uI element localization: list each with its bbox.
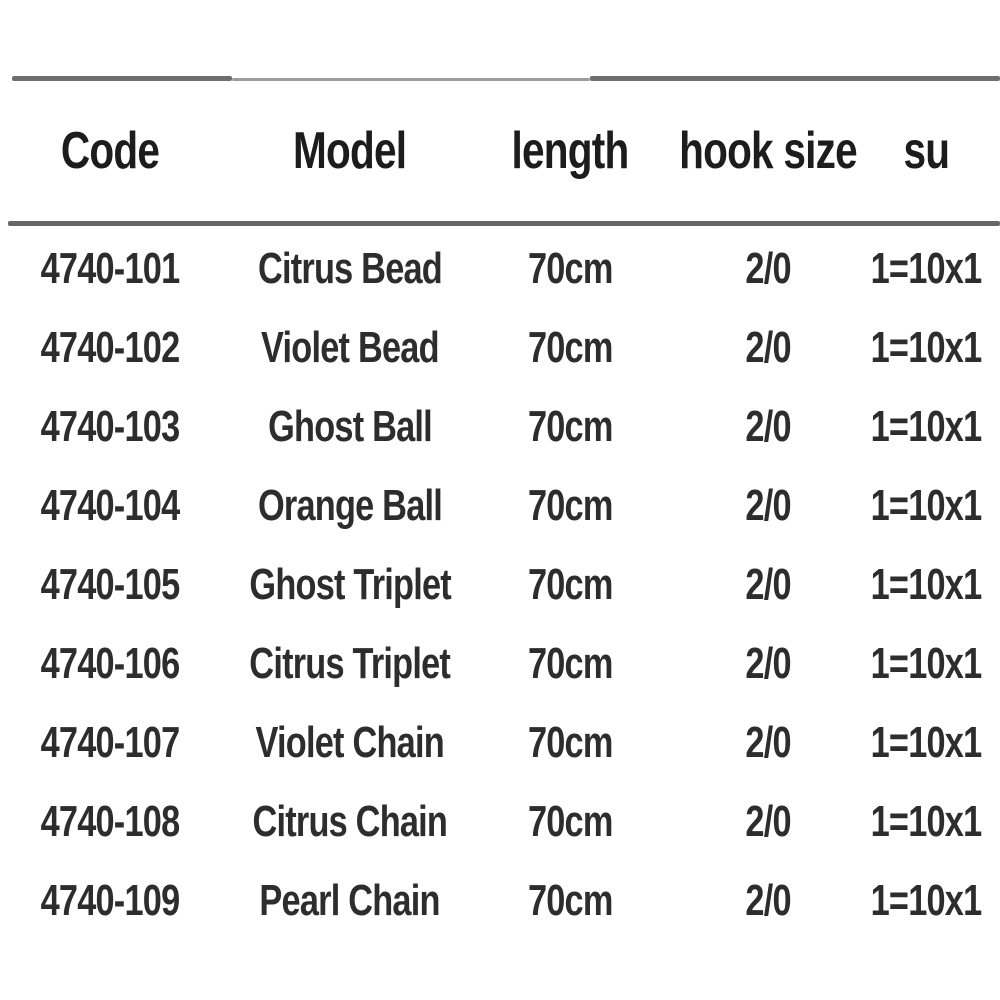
code-cell	[0, 703, 220, 782]
length-cell	[480, 466, 660, 545]
length-value: 70cm	[527, 717, 613, 767]
model-cell	[220, 308, 480, 387]
su-value: 1=10x1	[870, 243, 982, 293]
hook-size-cell	[660, 466, 876, 545]
table-row	[0, 782, 982, 861]
length-value: 70cm	[527, 875, 613, 925]
model-value: Ghost Triplet	[249, 559, 451, 609]
table-row	[0, 229, 982, 308]
length-cell	[480, 229, 660, 308]
hook-size-value: 2/0	[745, 717, 791, 767]
hook-size-cell	[660, 308, 876, 387]
model-cell	[220, 624, 480, 703]
code-value: 4740-109	[40, 875, 180, 925]
table-row	[0, 861, 982, 940]
hook-size-cell	[660, 387, 876, 466]
column-header-length	[480, 81, 660, 221]
code-value: 4740-108	[40, 796, 180, 846]
column-header-code-label: Code	[60, 122, 160, 180]
length-value: 70cm	[527, 480, 613, 530]
code-value: 4740-102	[40, 322, 180, 372]
table-row	[0, 466, 982, 545]
code-cell	[0, 624, 220, 703]
code-cell	[0, 782, 220, 861]
model-cell	[220, 466, 480, 545]
hook-size-value: 2/0	[745, 638, 791, 688]
model-cell	[220, 229, 480, 308]
hook-size-cell	[660, 229, 876, 308]
model-value: Pearl Chain	[259, 875, 441, 925]
code-cell	[0, 861, 220, 940]
code-cell	[0, 229, 220, 308]
hook-size-value: 2/0	[745, 796, 791, 846]
code-cell	[0, 308, 220, 387]
code-value: 4740-103	[40, 401, 180, 451]
su-cell	[870, 703, 982, 782]
model-cell	[220, 545, 480, 624]
model-cell	[220, 387, 480, 466]
su-cell	[870, 545, 982, 624]
table-row	[0, 703, 982, 782]
su-value: 1=10x1	[870, 638, 982, 688]
model-value: Orange Ball	[257, 480, 443, 530]
su-value: 1=10x1	[870, 559, 982, 609]
su-cell	[870, 387, 982, 466]
su-value: 1=10x1	[870, 796, 982, 846]
hook-size-cell	[660, 703, 876, 782]
su-value: 1=10x1	[870, 322, 982, 372]
length-cell	[480, 545, 660, 624]
su-cell	[870, 229, 982, 308]
hook-size-value: 2/0	[745, 401, 791, 451]
column-header-hook-size	[660, 81, 876, 221]
hook-size-value: 2/0	[745, 243, 791, 293]
model-cell	[220, 782, 480, 861]
code-value: 4740-101	[40, 243, 180, 293]
column-header-code	[0, 81, 220, 221]
length-value: 70cm	[527, 401, 613, 451]
code-value: 4740-104	[40, 480, 180, 530]
length-cell	[480, 387, 660, 466]
model-value: Violet Bead	[261, 322, 439, 372]
su-cell	[870, 861, 982, 940]
length-cell	[480, 703, 660, 782]
model-cell	[220, 861, 480, 940]
model-value: Citrus Triplet	[249, 638, 451, 688]
length-cell	[480, 861, 660, 940]
length-value: 70cm	[527, 243, 613, 293]
code-value: 4740-105	[40, 559, 180, 609]
column-header-hook-size-label: hook size	[679, 122, 857, 180]
code-cell	[0, 466, 220, 545]
code-cell	[0, 387, 220, 466]
column-header-model	[220, 81, 480, 221]
hook-size-cell	[660, 861, 876, 940]
table-body	[0, 229, 982, 940]
header-separator-rule	[8, 221, 1000, 226]
su-cell	[870, 624, 982, 703]
su-value: 1=10x1	[870, 875, 982, 925]
hook-size-value: 2/0	[745, 480, 791, 530]
su-value: 1=10x1	[870, 717, 982, 767]
column-header-length-label: length	[511, 122, 629, 180]
code-value: 4740-107	[40, 717, 180, 767]
model-value: Citrus Bead	[257, 243, 443, 293]
length-value: 70cm	[527, 559, 613, 609]
model-value: Violet Chain	[255, 717, 445, 767]
hook-size-cell	[660, 545, 876, 624]
su-value: 1=10x1	[870, 401, 982, 451]
length-value: 70cm	[527, 322, 613, 372]
model-cell	[220, 703, 480, 782]
column-header-model-label: Model	[293, 122, 407, 180]
su-cell	[870, 308, 982, 387]
su-value: 1=10x1	[870, 480, 982, 530]
code-cell	[0, 545, 220, 624]
column-header-su-label: su	[903, 122, 949, 180]
hook-size-cell	[660, 782, 876, 861]
table-row	[0, 308, 982, 387]
length-cell	[480, 624, 660, 703]
column-header-su	[876, 81, 976, 221]
su-cell	[870, 782, 982, 861]
hook-size-value: 2/0	[745, 559, 791, 609]
su-cell	[870, 466, 982, 545]
model-value: Ghost Ball	[268, 401, 432, 451]
hook-size-value: 2/0	[745, 322, 791, 372]
length-cell	[480, 782, 660, 861]
model-value: Citrus Chain	[252, 796, 448, 846]
hook-size-value: 2/0	[745, 875, 791, 925]
table-header-row	[0, 81, 976, 221]
code-value: 4740-106	[40, 638, 180, 688]
hook-size-cell	[660, 624, 876, 703]
table-row	[0, 545, 982, 624]
table-row	[0, 624, 982, 703]
length-value: 70cm	[527, 796, 613, 846]
table-row	[0, 387, 982, 466]
length-cell	[480, 308, 660, 387]
length-value: 70cm	[527, 638, 613, 688]
